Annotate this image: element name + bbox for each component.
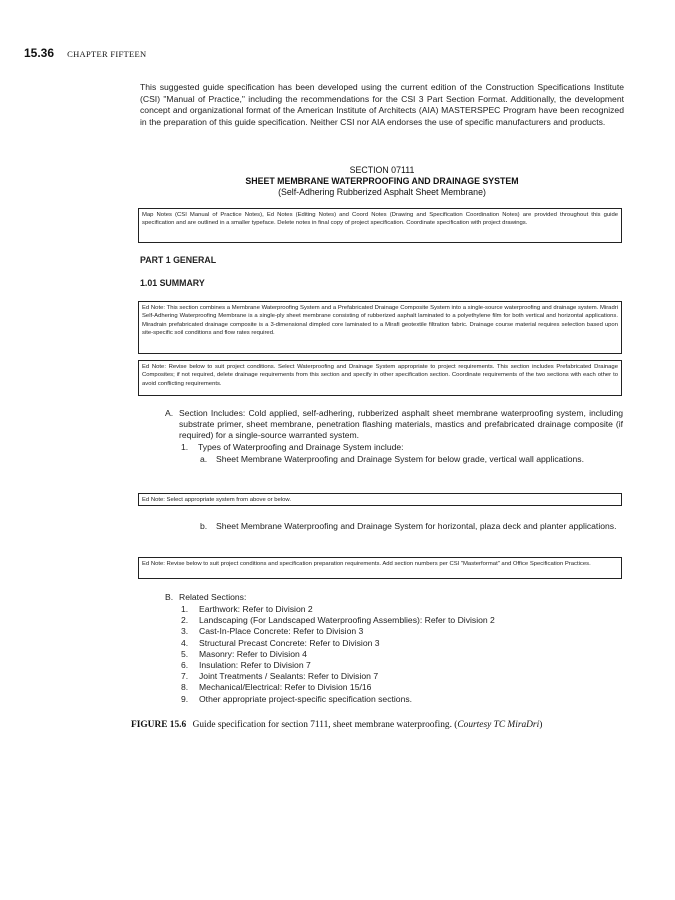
section-title: SHEET MEMBRANE WATERPROOFING AND DRAINAGE SYSTEM: [245, 176, 519, 187]
list-text: Joint Treatments / Sealants: Refer to Division 7: [199, 671, 379, 682]
ed-note-box: Ed Note: Select appropriate system from above or below.: [138, 493, 622, 506]
list-label: b.: [200, 521, 208, 531]
list-text: Insulation: Refer to Division 7: [199, 659, 311, 670]
related-sections-list: [181, 604, 611, 705]
list-item: [181, 649, 611, 660]
list-item: [200, 521, 622, 532]
page-number: 15.36: [24, 46, 55, 60]
list-text: Landscaping (For Landscaped Waterproofing Assemblies): Refer to Division 2: [199, 615, 495, 626]
list-item: [165, 592, 605, 603]
caption-credit-close: ): [539, 720, 543, 730]
list-text: Masonry: Refer to Division 4: [199, 648, 307, 659]
ed-note-box: Ed Note: Revise below to suit project conditions. Select Waterproofing and Drainage System appropriate to project requirements. This section includes Prefabricated Drainage Composites; if not required, delete drainage requirements from this section and specify in other specification section. Coordinate requirements of the two sections with each other to avoid conflicting requirements.: [138, 360, 622, 396]
section-number: SECTION 07111: [349, 165, 415, 175]
caption-credit-open: (: [454, 720, 458, 730]
list-number: 2.: [181, 615, 189, 626]
list-number: 5.: [181, 648, 189, 659]
list-item: [165, 408, 623, 442]
list-text: Types of Waterproofing and Drainage System include:: [198, 442, 404, 452]
map-notes-box: Map Notes (CSI Manual of Practice Notes), Ed Notes (Editing Notes) and Coord Notes (Drawing and Specification Coordination Notes) are provided throughout this guide specification and are outlined in a smaller typeface. Delete notes in final copy of project specification. Coordinate specification with project drawings.: [138, 208, 622, 243]
list-label: a.: [200, 454, 208, 464]
list-number: 3.: [181, 626, 189, 637]
list-item: [181, 638, 611, 649]
list-text: Related Sections:: [179, 592, 247, 602]
list-text: Sheet Membrane Waterproofing and Drainage System for horizontal, plaza deck and planter applications.: [216, 521, 617, 531]
section-heading: [140, 165, 624, 199]
list-item: [181, 682, 611, 693]
section-subtitle: (Self-Adhering Rubberized Asphalt Sheet Membrane): [278, 187, 486, 198]
list-number: 4.: [181, 637, 189, 648]
figure-label: FIGURE 15.6: [131, 720, 187, 730]
list-item: [181, 660, 611, 671]
list-number: 8.: [181, 682, 189, 693]
list-number: 9.: [181, 693, 189, 704]
chapter-title: CHAPTER FIFTEEN: [67, 49, 147, 59]
list-label: 1.: [181, 442, 189, 452]
list-text: Section Includes: Cold applied, self-adhering, rubberized asphalt sheet membrane waterproofing system, including substrate primer, sheet membrane, penetration flashing materials, mastics and prefabricated drainage composite (if required) for a single-source warranted system.: [179, 408, 623, 441]
list-label: B.: [165, 592, 174, 602]
list-item: [181, 604, 611, 615]
list-item: [181, 694, 611, 705]
list-item: [181, 671, 611, 682]
list-label: A.: [165, 408, 174, 418]
page-header: [24, 46, 146, 60]
list-text: Other appropriate project-specific specification sections.: [199, 693, 413, 704]
list-number: 1.: [181, 604, 189, 614]
ed-note-box: Ed Note: Revise below to suit project conditions and specification preparation requirements. Add section numbers per CSI "Masterformat" and Office Specification Practices.: [138, 557, 622, 579]
list-item: [181, 442, 621, 453]
part-heading: PART 1 GENERAL: [140, 255, 217, 265]
caption-credit: Courtesy TC MiraDri: [457, 720, 540, 730]
list-text: Mechanical/Electrical: Refer to Division 15/16: [199, 682, 372, 693]
list-text: Structural Precast Concrete: Refer to Division 3: [199, 637, 380, 648]
list-item: [181, 626, 611, 637]
list-number: 6.: [181, 659, 189, 670]
list-item: [181, 615, 611, 626]
list-text: Sheet Membrane Waterproofing and Drainage System for below grade, vertical wall applications.: [216, 454, 584, 464]
caption-text: Guide specification for section 7111, sheet membrane waterproofing.: [192, 720, 452, 730]
ed-note-box: Ed Note: This section combines a Membrane Waterproofing System and a Prefabricated Drainage Composite System into a single-source waterproofing and drainage system. Miradri Self-Adhering Waterproofing Membrane is a single-ply sheet membrane consisting of rubberized asphalt laminated to a polyethylene film for both vertical and horizontal applications. Miradrain prefabricated drainage composite is a 3-dimensional dimpled core laminated to a Mirafi geotextile filtration fabric. Drainage course material requires selection based upon site-specific soil conditions and flow rates required.: [138, 301, 622, 354]
list-number: 7.: [181, 671, 189, 682]
intro-paragraph: This suggested guide specification has been developed using the current edition of the Construction Specifications Institute (CSI) "Manual of Practice," including the recommendations for the CSI 3 Part Section Format. Additionally, the development concept and organizational format of the American Institute of Architects (AIA) MASTERSPEC Program have been recognized in the preparation of this guide specification. Neither CSI nor AIA endorses the use of specific manufacturers and products.: [140, 82, 624, 127]
list-item: [200, 454, 622, 465]
list-text: Cast-In-Place Concrete: Refer to Division 3: [199, 626, 364, 637]
figure-caption: [131, 720, 651, 730]
list-text: Earthwork: Refer to Division 2: [199, 604, 313, 614]
summary-heading: 1.01 SUMMARY: [140, 278, 205, 288]
